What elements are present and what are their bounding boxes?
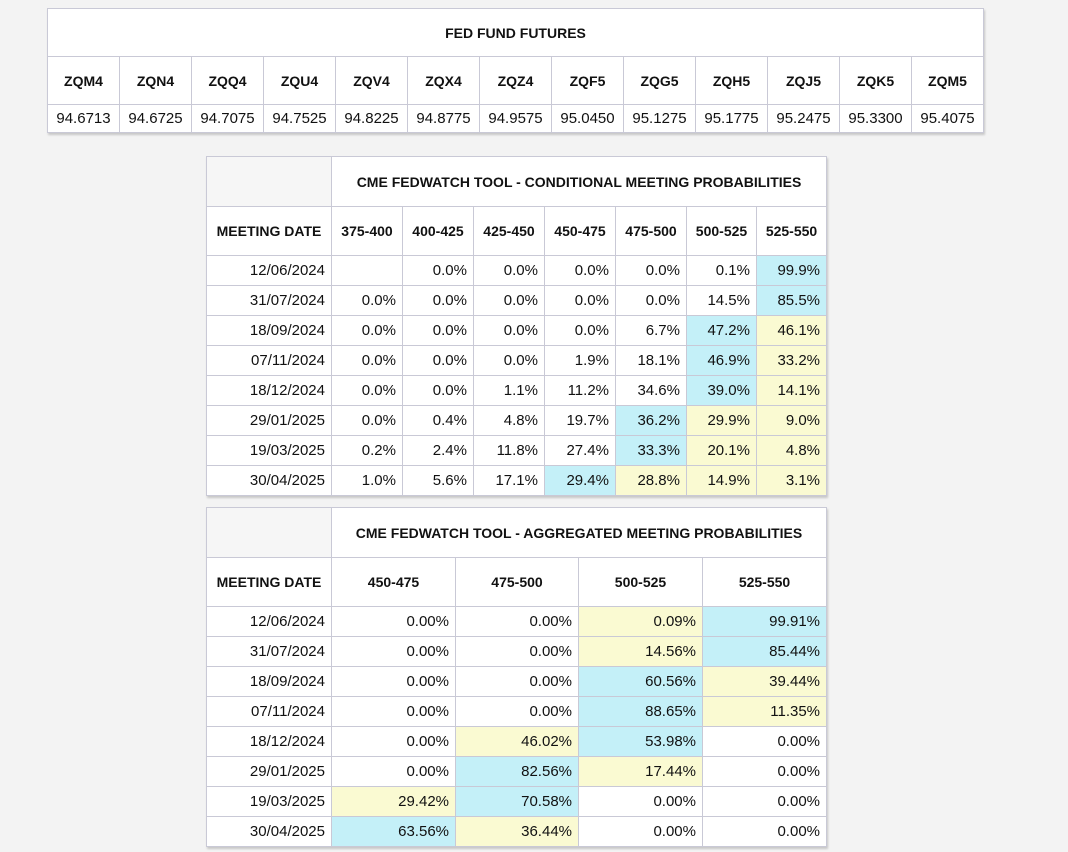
probability-cell: 47.2% bbox=[687, 316, 757, 346]
probability-cell: 0.2% bbox=[332, 436, 403, 466]
probability-cell: 0.0% bbox=[474, 286, 545, 316]
probability-cell: 46.1% bbox=[757, 316, 827, 346]
meeting-date-cell: 31/07/2024 bbox=[207, 637, 332, 667]
rate-range-header: 450-475 bbox=[332, 558, 456, 607]
conditional-body bbox=[207, 256, 827, 496]
probability-cell: 0.0% bbox=[474, 316, 545, 346]
futures-price-cell: 95.2475 bbox=[768, 105, 840, 133]
meeting-date-cell: 07/11/2024 bbox=[207, 697, 332, 727]
rate-range-header: 450-475 bbox=[545, 207, 616, 256]
aggregated-title: CME FEDWATCH TOOL - AGGREGATED MEETING PROBABILITIES bbox=[332, 508, 827, 558]
probability-cell: 14.5% bbox=[687, 286, 757, 316]
probability-cell: 4.8% bbox=[757, 436, 827, 466]
probability-cell: 0.00% bbox=[332, 607, 456, 637]
probability-cell: 18.1% bbox=[616, 346, 687, 376]
probability-cell: 0.00% bbox=[456, 607, 579, 637]
probability-cell: 0.0% bbox=[403, 376, 474, 406]
futures-header-row bbox=[48, 57, 984, 105]
futures-price-cell: 94.7525 bbox=[264, 105, 336, 133]
probability-cell: 0.0% bbox=[545, 316, 616, 346]
probability-cell: 20.1% bbox=[687, 436, 757, 466]
table-row bbox=[207, 406, 827, 436]
probability-cell bbox=[332, 256, 403, 286]
table-row bbox=[207, 787, 827, 817]
table-row bbox=[207, 346, 827, 376]
probability-cell: 17.1% bbox=[474, 466, 545, 496]
fed-fund-futures-table bbox=[47, 8, 984, 133]
futures-price-cell: 94.8225 bbox=[336, 105, 408, 133]
meeting-date-cell: 18/09/2024 bbox=[207, 316, 332, 346]
futures-price-cell: 94.9575 bbox=[480, 105, 552, 133]
aggregated-body bbox=[207, 607, 827, 847]
meeting-date-cell: 12/06/2024 bbox=[207, 607, 332, 637]
futures-contract-header: ZQK5 bbox=[840, 57, 912, 105]
futures-contract-header: ZQM5 bbox=[912, 57, 984, 105]
probability-cell: 14.9% bbox=[687, 466, 757, 496]
meeting-date-cell: 29/01/2025 bbox=[207, 757, 332, 787]
meeting-date-cell: 31/07/2024 bbox=[207, 286, 332, 316]
probability-cell: 27.4% bbox=[545, 436, 616, 466]
futures-price-cell: 94.6725 bbox=[120, 105, 192, 133]
futures-price-cell: 95.1275 bbox=[624, 105, 696, 133]
futures-title: FED FUND FUTURES bbox=[48, 9, 984, 57]
probability-cell: 0.00% bbox=[703, 757, 827, 787]
table-row bbox=[207, 256, 827, 286]
aggregated-probabilities-table bbox=[206, 507, 827, 847]
rate-range-header: 500-525 bbox=[579, 558, 703, 607]
probability-cell: 0.4% bbox=[403, 406, 474, 436]
probability-cell: 11.35% bbox=[703, 697, 827, 727]
probability-cell: 0.0% bbox=[474, 256, 545, 286]
probability-cell: 0.00% bbox=[579, 787, 703, 817]
probability-cell: 0.00% bbox=[332, 727, 456, 757]
probability-cell: 0.0% bbox=[545, 256, 616, 286]
futures-contract-header: ZQX4 bbox=[408, 57, 480, 105]
probability-cell: 0.0% bbox=[332, 316, 403, 346]
probability-cell: 33.2% bbox=[757, 346, 827, 376]
futures-contract-header: ZQZ4 bbox=[480, 57, 552, 105]
probability-cell: 1.0% bbox=[332, 466, 403, 496]
futures-contract-header: ZQQ4 bbox=[192, 57, 264, 105]
rate-range-header: 500-525 bbox=[687, 207, 757, 256]
rate-range-header: 525-550 bbox=[703, 558, 827, 607]
probability-cell: 0.00% bbox=[456, 667, 579, 697]
probability-cell: 28.8% bbox=[616, 466, 687, 496]
futures-price-cell: 95.4075 bbox=[912, 105, 984, 133]
table-row bbox=[207, 667, 827, 697]
table-row bbox=[207, 376, 827, 406]
futures-contract-header: ZQJ5 bbox=[768, 57, 840, 105]
meeting-date-cell: 29/01/2025 bbox=[207, 406, 332, 436]
rate-range-header: 425-450 bbox=[474, 207, 545, 256]
probability-cell: 0.0% bbox=[474, 346, 545, 376]
rate-range-header: 475-500 bbox=[616, 207, 687, 256]
probability-cell: 85.5% bbox=[757, 286, 827, 316]
probability-cell: 0.0% bbox=[403, 286, 474, 316]
probability-cell: 36.2% bbox=[616, 406, 687, 436]
aggregated-header-row bbox=[207, 558, 827, 607]
meeting-date-cell: 30/04/2025 bbox=[207, 817, 332, 847]
probability-cell: 0.09% bbox=[579, 607, 703, 637]
probability-cell: 0.00% bbox=[332, 757, 456, 787]
probability-cell: 60.56% bbox=[579, 667, 703, 697]
meeting-date-cell: 18/12/2024 bbox=[207, 727, 332, 757]
probability-cell: 0.0% bbox=[545, 286, 616, 316]
probability-cell: 3.1% bbox=[757, 466, 827, 496]
probability-cell: 0.00% bbox=[456, 697, 579, 727]
probability-cell: 36.44% bbox=[456, 817, 579, 847]
probability-cell: 5.6% bbox=[403, 466, 474, 496]
probability-cell: 0.0% bbox=[616, 286, 687, 316]
futures-price-cell: 95.0450 bbox=[552, 105, 624, 133]
probability-cell: 19.7% bbox=[545, 406, 616, 436]
probability-cell: 29.4% bbox=[545, 466, 616, 496]
table-row bbox=[207, 436, 827, 466]
probability-cell: 0.00% bbox=[703, 817, 827, 847]
probability-cell: 1.1% bbox=[474, 376, 545, 406]
futures-contract-header: ZQV4 bbox=[336, 57, 408, 105]
table-row bbox=[207, 637, 827, 667]
probability-cell: 2.4% bbox=[403, 436, 474, 466]
conditional-title: CME FEDWATCH TOOL - CONDITIONAL MEETING PROBABILITIES bbox=[332, 157, 827, 207]
probability-cell: 34.6% bbox=[616, 376, 687, 406]
probability-cell: 85.44% bbox=[703, 637, 827, 667]
meeting-date-cell: 30/04/2025 bbox=[207, 466, 332, 496]
probability-cell: 39.0% bbox=[687, 376, 757, 406]
probability-cell: 39.44% bbox=[703, 667, 827, 697]
table-row bbox=[207, 697, 827, 727]
table-row bbox=[207, 466, 827, 496]
meeting-date-header: MEETING DATE bbox=[207, 558, 332, 607]
table-row bbox=[207, 316, 827, 346]
probability-cell: 11.2% bbox=[545, 376, 616, 406]
meeting-date-cell: 19/03/2025 bbox=[207, 436, 332, 466]
table-row bbox=[207, 607, 827, 637]
probability-cell: 82.56% bbox=[456, 757, 579, 787]
probability-cell: 0.0% bbox=[332, 406, 403, 436]
probability-cell: 4.8% bbox=[474, 406, 545, 436]
table-row bbox=[207, 727, 827, 757]
futures-price-cell: 94.8775 bbox=[408, 105, 480, 133]
table-row bbox=[207, 817, 827, 847]
conditional-probabilities-table bbox=[206, 156, 827, 496]
probability-cell: 0.0% bbox=[332, 346, 403, 376]
probability-cell: 29.9% bbox=[687, 406, 757, 436]
futures-price-cell: 94.7075 bbox=[192, 105, 264, 133]
probability-cell: 46.02% bbox=[456, 727, 579, 757]
meeting-date-cell: 18/09/2024 bbox=[207, 667, 332, 697]
probability-cell: 17.44% bbox=[579, 757, 703, 787]
probability-cell: 0.0% bbox=[616, 256, 687, 286]
probability-cell: 0.00% bbox=[703, 787, 827, 817]
rate-range-header: 400-425 bbox=[403, 207, 474, 256]
futures-contract-header: ZQN4 bbox=[120, 57, 192, 105]
futures-contract-header: ZQG5 bbox=[624, 57, 696, 105]
probability-cell: 0.00% bbox=[579, 817, 703, 847]
table-row bbox=[207, 286, 827, 316]
futures-contract-header: ZQH5 bbox=[696, 57, 768, 105]
probability-cell: 0.0% bbox=[403, 256, 474, 286]
probability-cell: 14.56% bbox=[579, 637, 703, 667]
probability-cell: 0.00% bbox=[703, 727, 827, 757]
probability-cell: 6.7% bbox=[616, 316, 687, 346]
probability-cell: 99.91% bbox=[703, 607, 827, 637]
probability-cell: 99.9% bbox=[757, 256, 827, 286]
probability-cell: 53.98% bbox=[579, 727, 703, 757]
probability-cell: 0.0% bbox=[403, 316, 474, 346]
probability-cell: 88.65% bbox=[579, 697, 703, 727]
corner-cell bbox=[207, 157, 332, 207]
rate-range-header: 475-500 bbox=[456, 558, 579, 607]
meeting-date-cell: 18/12/2024 bbox=[207, 376, 332, 406]
probability-cell: 63.56% bbox=[332, 817, 456, 847]
probability-cell: 33.3% bbox=[616, 436, 687, 466]
futures-price-cell: 95.3300 bbox=[840, 105, 912, 133]
probability-cell: 11.8% bbox=[474, 436, 545, 466]
probability-cell: 0.00% bbox=[332, 637, 456, 667]
meeting-date-cell: 07/11/2024 bbox=[207, 346, 332, 376]
probability-cell: 1.9% bbox=[545, 346, 616, 376]
probability-cell: 0.00% bbox=[332, 667, 456, 697]
probability-cell: 0.0% bbox=[332, 286, 403, 316]
probability-cell: 29.42% bbox=[332, 787, 456, 817]
probability-cell: 0.00% bbox=[456, 637, 579, 667]
corner-cell bbox=[207, 508, 332, 558]
meeting-date-header: MEETING DATE bbox=[207, 207, 332, 256]
meeting-date-cell: 12/06/2024 bbox=[207, 256, 332, 286]
futures-value-row bbox=[48, 105, 984, 133]
probability-cell: 0.0% bbox=[332, 376, 403, 406]
futures-price-cell: 95.1775 bbox=[696, 105, 768, 133]
rate-range-header: 525-550 bbox=[757, 207, 827, 256]
futures-contract-header: ZQM4 bbox=[48, 57, 120, 105]
rate-range-header: 375-400 bbox=[332, 207, 403, 256]
probability-cell: 0.0% bbox=[403, 346, 474, 376]
probability-cell: 0.1% bbox=[687, 256, 757, 286]
meeting-date-cell: 19/03/2025 bbox=[207, 787, 332, 817]
probability-cell: 14.1% bbox=[757, 376, 827, 406]
futures-contract-header: ZQF5 bbox=[552, 57, 624, 105]
futures-price-cell: 94.6713 bbox=[48, 105, 120, 133]
probability-cell: 0.00% bbox=[332, 697, 456, 727]
table-row bbox=[207, 757, 827, 787]
conditional-header-row bbox=[207, 207, 827, 256]
probability-cell: 46.9% bbox=[687, 346, 757, 376]
probability-cell: 9.0% bbox=[757, 406, 827, 436]
futures-contract-header: ZQU4 bbox=[264, 57, 336, 105]
probability-cell: 70.58% bbox=[456, 787, 579, 817]
